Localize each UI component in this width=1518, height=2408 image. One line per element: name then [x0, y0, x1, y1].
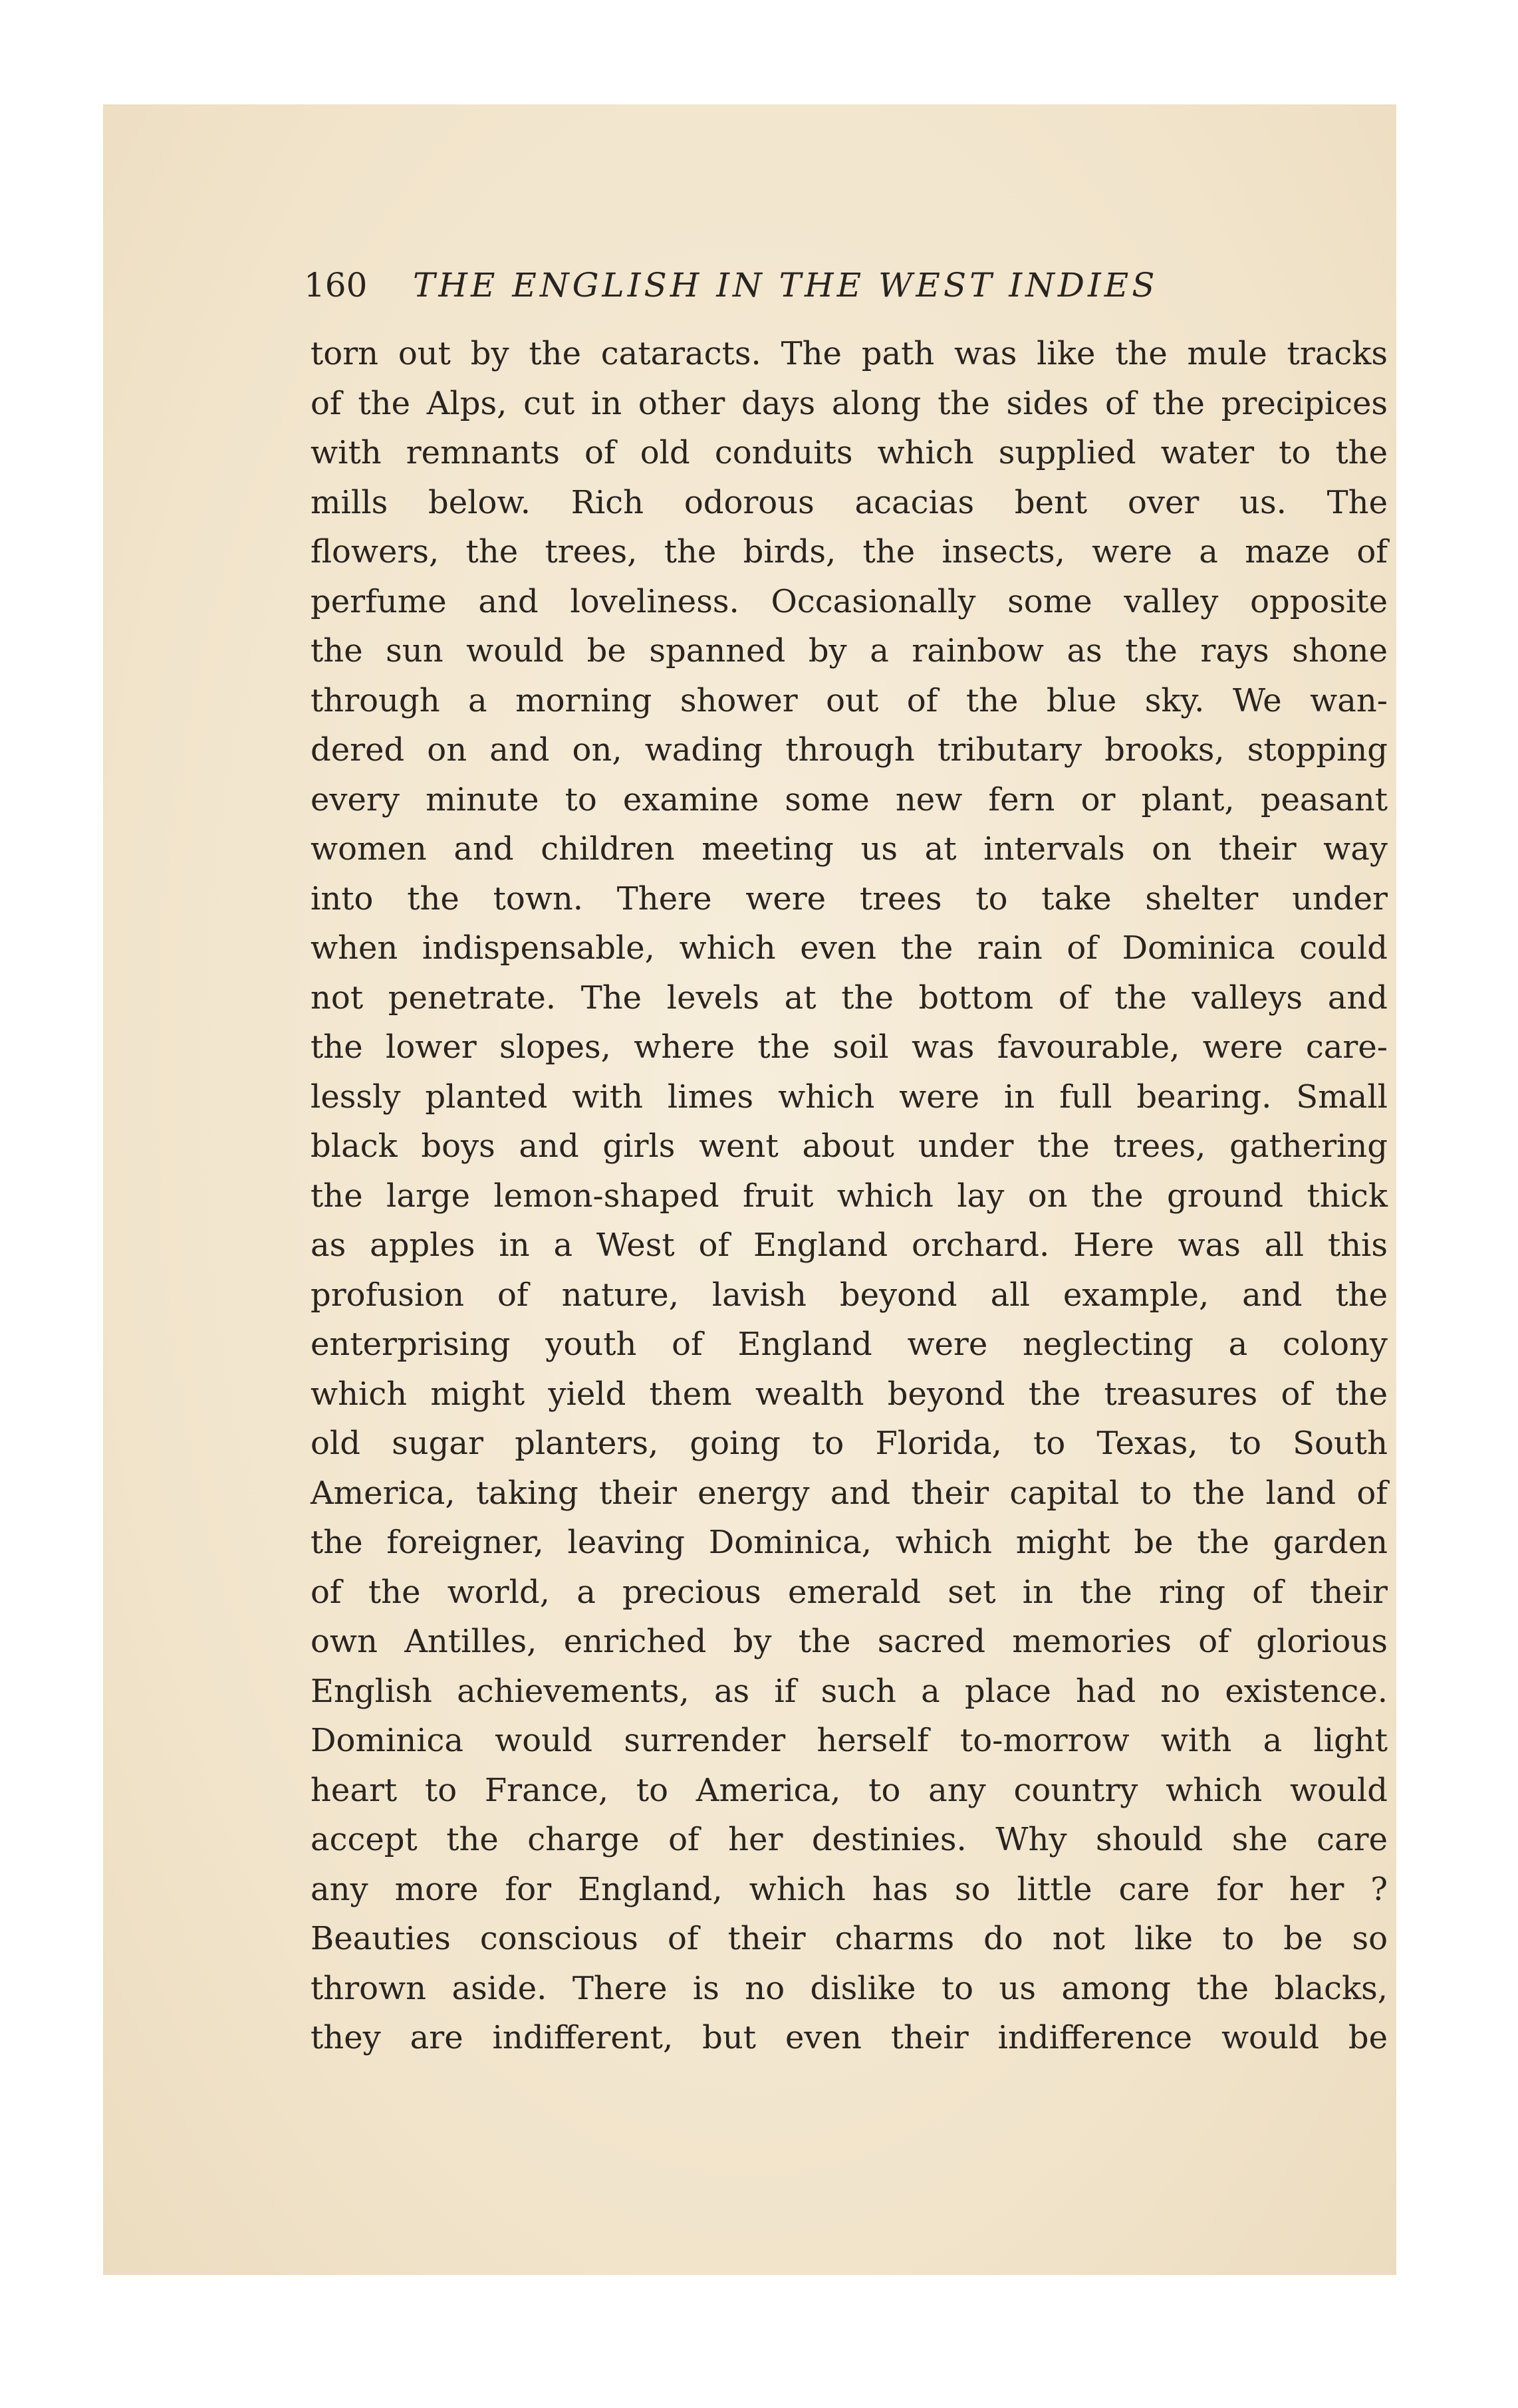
text-line: any more for England, which has so little care for her ? [311, 1870, 1388, 1908]
text-line: of the Alps, cut in other days along the sides of the precipices [311, 384, 1388, 422]
text-line: mills below. Rich odorous acacias bent over us. The [311, 483, 1388, 521]
text-line: Dominica would surrender herself to-morrow with a light [311, 1722, 1388, 1759]
book-page [103, 104, 1396, 2275]
page-number: 160 [304, 266, 368, 304]
text-line: Beauties conscious of their charms do not like to be so [311, 1920, 1388, 1957]
text-line: the lower slopes, where the soil was favourable, were care- [311, 1028, 1388, 1066]
text-line: enterprising youth of England were neglecting a colony [311, 1326, 1388, 1363]
text-line: of the world, a precious emerald set in the ring of their [311, 1573, 1388, 1611]
text-line: not penetrate. The levels at the bottom of the valleys and [311, 979, 1388, 1017]
text-line: through a morning shower out of the blue sky. We wan- [311, 681, 1388, 719]
text-line: old sugar planters, going to Florida, to Texas, to South [311, 1425, 1388, 1462]
text-line: profusion of nature, lavish beyond all example, and the [311, 1276, 1388, 1314]
text-line: America, taking their energy and their capital to the land of [311, 1474, 1388, 1512]
text-line: thrown aside. There is no dislike to us among the blacks, [311, 1969, 1388, 2007]
body-text [311, 329, 1388, 2063]
text-line: torn out by the cataracts. The path was like the mule tracks [311, 335, 1388, 372]
text-line: which might yield them wealth beyond the treasures of the [311, 1375, 1388, 1413]
text-line: perfume and loveliness. Occasionally some valley opposite [311, 582, 1388, 620]
text-line: they are indifferent, but even their indifference would be [311, 2019, 1388, 2056]
text-line: flowers, the trees, the birds, the insects, were a maze of [311, 533, 1388, 570]
text-line: every minute to examine some new fern or plant, peasant [311, 781, 1388, 818]
text-line: dered on and on, wading through tributary brooks, stopping [311, 731, 1388, 769]
text-line: as apples in a West of England orchard. Here was all this [311, 1227, 1388, 1264]
text-line: own Antilles, enriched by the sacred memories of glorious [311, 1623, 1388, 1660]
text-line: lessly planted with limes which were in full bearing. Small [311, 1078, 1388, 1116]
text-line: women and children meeting us at intervals on their way [311, 830, 1388, 868]
page-header [103, 259, 1396, 312]
text-line: accept the charge of her destinies. Why should she care [311, 1821, 1388, 1858]
text-line: the large lemon-shaped fruit which lay on the ground thick [311, 1177, 1388, 1215]
text-line: the sun would be spanned by a rainbow as the rays shone [311, 632, 1388, 669]
text-line: black boys and girls went about under the trees, gathering [311, 1128, 1388, 1165]
text-line: the foreigner, leaving Dominica, which might be the garden [311, 1524, 1388, 1561]
running-head: THE ENGLISH IN THE WEST INDIES [413, 266, 1158, 304]
text-line: English achievements, as if such a place had no existence. [311, 1672, 1388, 1710]
text-line: into the town. There were trees to take shelter under [311, 880, 1388, 917]
text-line: heart to France, to America, to any country which would [311, 1771, 1388, 1809]
text-line: with remnants of old conduits which supplied water to the [311, 434, 1388, 471]
text-line: when indispensable, which even the rain of Dominica could [311, 929, 1388, 967]
